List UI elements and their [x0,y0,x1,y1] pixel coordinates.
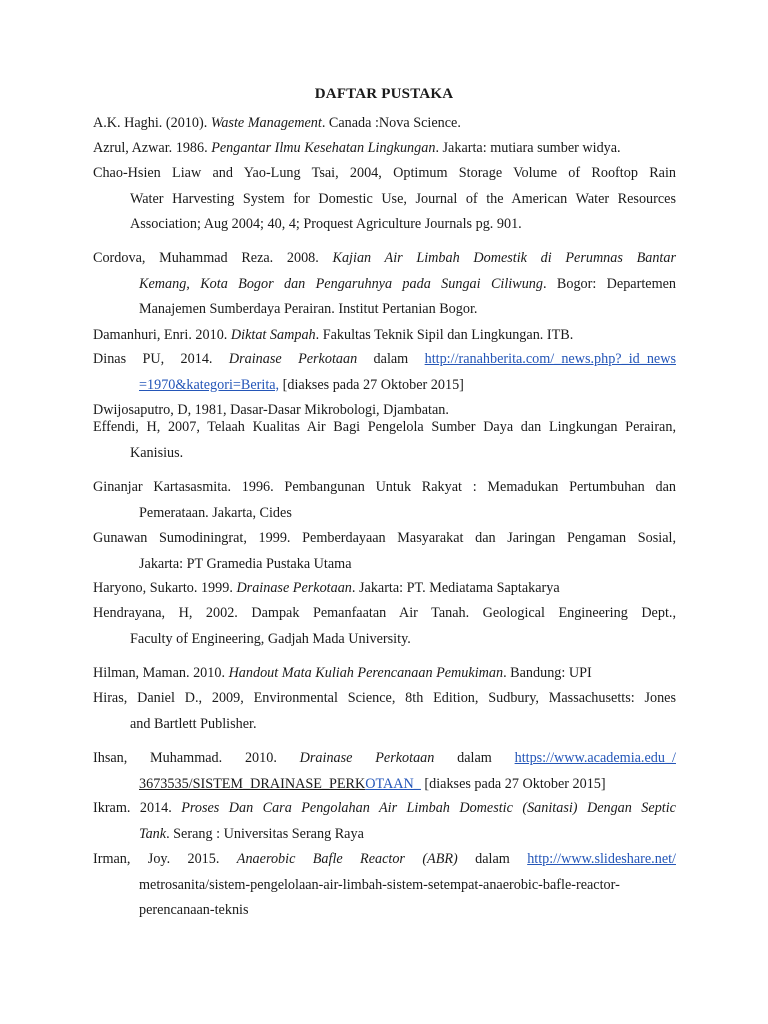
reference-entry: Damanhuri, Enri. 2010. Diktat Sampah. Fakultas Teknik Sipil dan Lingkungan. ITB. [93,327,574,343]
page-title: DAFTAR PUSTAKA [314,86,454,102]
reference-entry: Hendrayana, H, 2002. Dampak Pemanfaatan Air Tanah. Geological Engineering Dept., Faculty of Engineering, Gadjah Mada University. [93,605,676,647]
reference-entry: Dwijosaputro, D, 1981, Dasar-Dasar Mikrobologi, Djambatan. [93,402,449,418]
reference-entry: Hiras, Daniel D., 2009, Environmental Science, 8th Edition, Sudbury, Massachusetts: Jones and Bartlett Publisher. [93,690,676,732]
reference-entry: Azrul, Azwar. 1986. Pengantar Ilmu Kesehatan Lingkungan. Jakarta: mutiara sumber widya. [93,140,621,156]
reference-entry: Cordova, Muhammad Reza. 2008. Kajian Air Limbah Domestik di Perumnas Bantar Kemang, Kota Bogor dan Pengaruhnya pada Sungai Ciliwung. Bogor: Departemen Manajemen Sumberdaya Perairan. Institut Pertanian Bogor. [93,250,676,317]
reference-entry: Chao-Hsien Liaw and Yao-Lung Tsai, 2004, Optimum Storage Volume of Rooftop Rain Water Harvesting System for Domestic Use, Journal of the American Water Resources Association; Aug 2004; 40, 4; Proquest Agriculture Journals pg. 901. [93,165,676,232]
reference-entry: Ginanjar Kartasasmita. 1996. Pembangunan Untuk Rakyat : Memadukan Pertumbuhan dan Pemerataan. Jakarta, Cides [93,479,676,521]
reference-link[interactable]: OTAAN_ [365,775,421,792]
reference-entry: Gunawan Sumodiningrat, 1999. Pemberdayaan Masyarakat dan Jaringan Pengaman Sosial, Jakarta: PT Gramedia Pustaka Utama [93,530,676,572]
reference-link[interactable]: https://www.academia.edu_/ [514,750,676,766]
reference-entry: Dinas PU, 2014. Drainase Perkotaan dalam http://ranahberita.com/_news.php?_id_news =1970&kategori=Berita, [diakses pada 27 Oktober 2015] [93,351,676,393]
reference-link[interactable]: =1970&kategori=Berita, [139,376,280,393]
reference-link[interactable]: 3673535/SISTEM_DRAINASE_PERK [139,775,366,792]
reference-entry: Effendi, H, 2007, Telaah Kualitas Air Bagi Pengelola Sumber Daya dan Lingkungan Perairan, Kanisius. [93,419,676,461]
reference-link[interactable]: http://www.slideshare.net/ [527,851,676,867]
reference-entry: Ikram. 2014. Proses Dan Cara Pengolahan Air Limbah Domestic (Sanitasi) Dengan Septic Tank. Serang : Universitas Serang Raya [93,800,676,842]
reference-entry: Hilman, Maman. 2010. Handout Mata Kuliah Perencanaan Pemukiman. Bandung: UPI [93,665,592,681]
reference-entry: A.K. Haghi. (2010). Waste Management. Canada :Nova Science. [93,115,461,131]
reference-entry: Ihsan, Muhammad. 2010. Drainase Perkotaan dalam https://www.academia.edu_/ 3673535/SISTEM_DRAINASE_PERKOTAAN_ [diakses pada 27 Oktober 2015] [93,750,676,792]
reference-entry: Irman, Joy. 2015. Anaerobic Bafle Reactor (ABR) dalam http://www.slideshare.net/ metrosanita/sistem-pengelolaan-air-limbah-sistem-setempat-anaerobic-bafle-reactor- perencanaan-teknis [93,851,676,918]
reference-link[interactable]: http://ranahberita.com/_news.php?_id_news [424,351,676,367]
reference-entry: Haryono, Sukarto. 1999. Drainase Perkotaan. Jakarta: PT. Mediatama Saptakarya [93,580,560,596]
